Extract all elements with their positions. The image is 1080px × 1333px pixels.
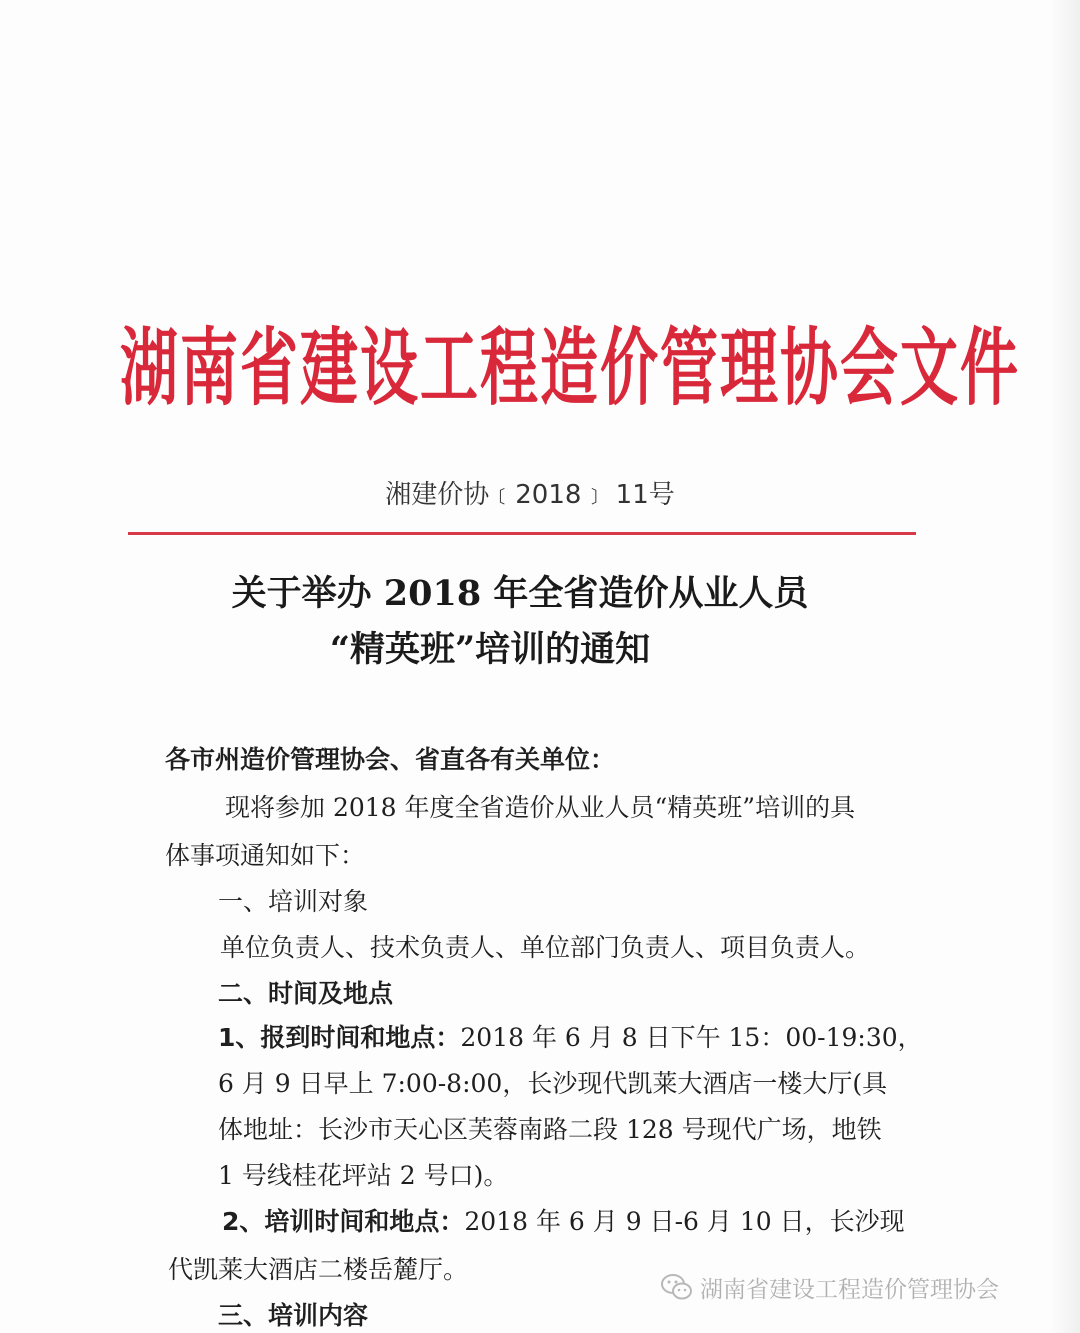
notice-title-line-1: 关于举办 2018 年全省造价从业人员 bbox=[231, 573, 809, 614]
section-2-heading: 二、时间及地点 bbox=[218, 979, 394, 1008]
salutation: 各市州造价管理协会、省直各有关单位： bbox=[165, 745, 616, 774]
item-1-line-2: 6 月 9 日早上 7:00-8:00，长沙现代凯莱大酒店一楼大厅(具 bbox=[218, 1069, 888, 1098]
item-2-line-1 bbox=[222, 1202, 905, 1238]
notice-title-line-2: “精英班”培训的通知 bbox=[329, 629, 651, 670]
item-1-label: 1、报到时间和地点： bbox=[218, 1023, 461, 1052]
wechat-icon bbox=[660, 1272, 694, 1302]
item-1-line-3: 体地址：长沙市天心区芙蓉南路二段 128 号现代广场，地铁 bbox=[218, 1115, 882, 1144]
document-header-title: 湖南省建设工程造价管理协会文件 bbox=[120, 318, 1021, 418]
item-2-line-2: 代凯莱大酒店二楼岳麓厅。 bbox=[168, 1255, 469, 1284]
item-2-label: 2、培训时间和地点： bbox=[222, 1207, 465, 1236]
watermark-text: 湖南省建设工程造价管理协会 bbox=[700, 1276, 999, 1303]
item-1-line-1 bbox=[218, 1018, 923, 1054]
section-1-heading: 一、培训对象 bbox=[218, 887, 369, 916]
wechat-watermark bbox=[660, 1265, 999, 1309]
item-1-line-4: 1 号线桂花坪站 2 号口)。 bbox=[218, 1161, 509, 1190]
intro-line-1: 现将参加 2018 年度全省造价从业人员“精英班”培训的具 bbox=[225, 793, 856, 822]
section-3-heading: 三、培训内容 bbox=[218, 1301, 369, 1330]
header-red-rule bbox=[128, 532, 916, 535]
section-1-text: 单位负责人、技术负责人、单位部门负责人、项目负责人。 bbox=[220, 933, 871, 962]
item-1-line-1-text: 2018 年 6 月 8 日下午 15：00-19:30， bbox=[460, 1023, 923, 1052]
page-edge-shadow bbox=[1050, 0, 1080, 1333]
document-number: 湘建价协﹝2018﹞ 11号 bbox=[385, 480, 675, 510]
intro-line-2: 体事项通知如下： bbox=[165, 841, 366, 870]
item-2-line-1-text: 2018 年 6 月 9 日-6 月 10 日，长沙现 bbox=[464, 1207, 905, 1236]
